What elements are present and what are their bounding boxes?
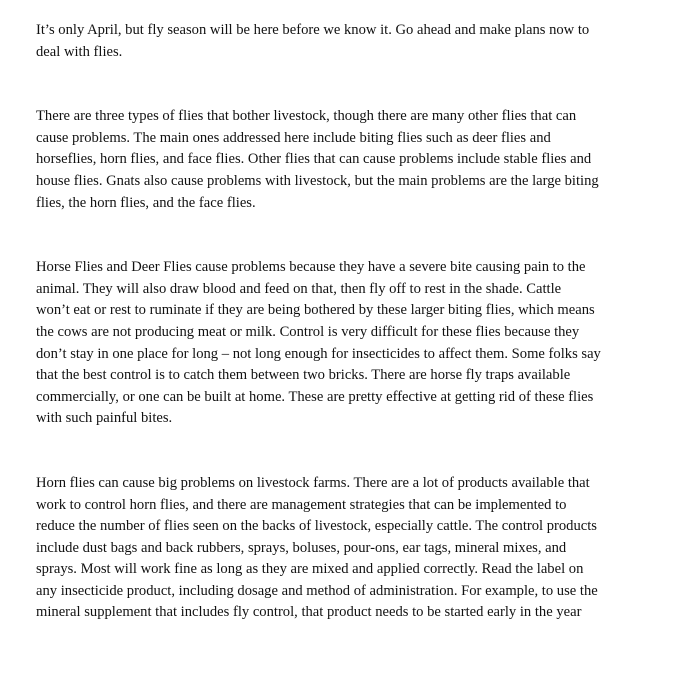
text-line: the cows are not producing meat or milk. Control is very difficult for these flies because they (36, 323, 580, 340)
paragraph-intro (36, 20, 664, 63)
text-line: cause problems. The main ones addressed here include biting flies such as deer flies and (36, 129, 551, 146)
text-line: any insecticide product, including dosage and method of administration. For example, to use the (36, 582, 598, 599)
text-line: with such painful bites. (36, 410, 173, 427)
paragraph-horn-flies (36, 473, 664, 624)
text-line: sprays. Most will work fine as long as they are mixed and applied correctly. Read the label on (36, 561, 584, 578)
text-line: won’t eat or rest to ruminate if they are being bothered by these larger biting flies, which means (36, 302, 595, 319)
text-line: deal with flies. (36, 43, 123, 60)
text-line: mineral supplement that includes fly control, that product needs to be started early in the year (36, 604, 582, 621)
text-line: that the best control is to catch them between two bricks. There are horse fly traps available (36, 367, 571, 384)
text-line: commercially, or one can be built at home. These are pretty effective at getting rid of these flies (36, 388, 594, 405)
text-line: animal. They will also draw blood and feed on that, then fly off to rest in the shade. Cattle (36, 280, 562, 297)
paragraph-horse-deer-flies (36, 257, 664, 430)
text-line: Horse Flies and Deer Flies cause problems because they have a severe bite causing pain to the (36, 259, 586, 276)
text-line: house flies. Gnats also cause problems with livestock, but the main problems are the large biting (36, 172, 599, 189)
paragraph-fly-types (36, 106, 664, 214)
text-line: It’s only April, but fly season will be here before we know it. Go ahead and make plans now to (36, 22, 590, 38)
text-line: There are three types of flies that bother livestock, though there are many other flies that can (36, 108, 577, 125)
document-body (36, 20, 664, 624)
text-line: work to control horn flies, and there are management strategies that can be implemented to (36, 496, 567, 513)
text-line: Horn flies can cause big problems on livestock farms. There are a lot of products available that (36, 474, 590, 491)
text-line: don’t stay in one place for long – not long enough for insecticides to affect them. Some folks say (36, 345, 601, 362)
text-line: include dust bags and back rubbers, sprays, boluses, pour-ons, ear tags, mineral mixes, and (36, 539, 567, 556)
text-line: reduce the number of flies seen on the backs of livestock, especially cattle. The control products (36, 518, 597, 535)
text-line: horseflies, horn flies, and face flies. Other flies that can cause problems include stable flies and (36, 151, 592, 168)
text-line: flies, the horn flies, and the face flies. (36, 194, 256, 211)
